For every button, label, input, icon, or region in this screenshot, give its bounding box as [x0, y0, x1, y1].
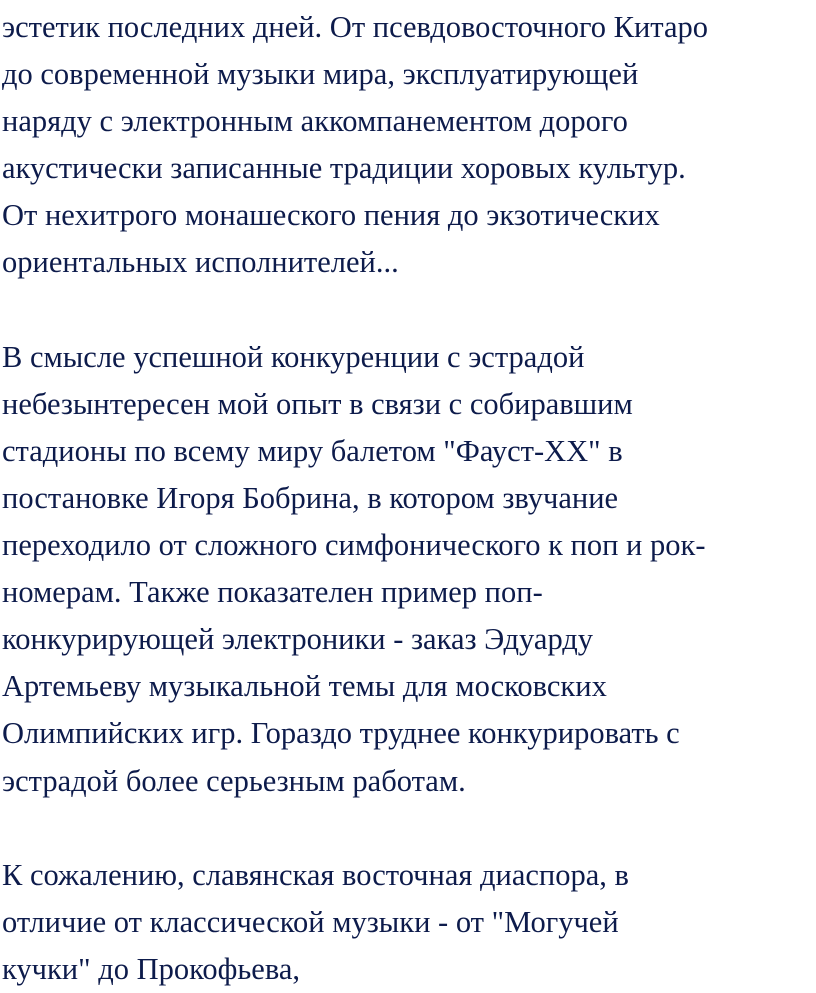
text-line: до современной музыки мира, эксплуатирующей — [2, 57, 639, 92]
text-line: номерам. Также показателен пример поп- — [2, 575, 543, 610]
text-line: переходило от сложного симфонического к поп и рок- — [2, 528, 706, 563]
text-line: эстетик последних дней. От псевдовосточного Китаро — [2, 10, 709, 44]
text-line: эстрадой более серьезным работам. — [2, 763, 466, 798]
paragraph-2 — [2, 334, 816, 805]
text-line: Олимпийских игр. Гораздо труднее конкурировать с — [2, 716, 680, 751]
text-line: стадионы по всему миру балетом "Фауст-XX" в — [2, 433, 623, 468]
text-line: небезынтересен мой опыт в связи с собиравшим — [2, 386, 633, 421]
paragraph-3 — [2, 852, 816, 993]
paragraph-1 — [2, 4, 816, 287]
text-line: постановке Игоря Бобрина, в котором звучание — [2, 480, 619, 515]
text-line: ориентальных исполнителей... — [2, 245, 399, 280]
text-line: От нехитрого монашеского пения до экзотических — [2, 198, 660, 233]
text-line: акустически записанные традиции хоровых культур. — [2, 151, 686, 186]
text-line: К сожалению, славянская восточная диаспора, в — [2, 857, 629, 892]
paragraph-spacer — [2, 805, 816, 852]
text-line: В смысле успешной конкуренции с эстрадой — [2, 339, 585, 374]
text-line: наряду с электронным аккомпанементом дорого — [2, 104, 628, 139]
text-line: кучки" до Прокофьева, — [2, 951, 301, 986]
text-line: конкурирующей электроники - заказ Эдуарду — [2, 622, 594, 657]
text-line: Артемьеву музыкальной темы для московских — [2, 669, 607, 704]
text-line: отличие от классической музыки - от "Могучей — [2, 904, 619, 939]
paragraph-spacer — [2, 287, 816, 334]
